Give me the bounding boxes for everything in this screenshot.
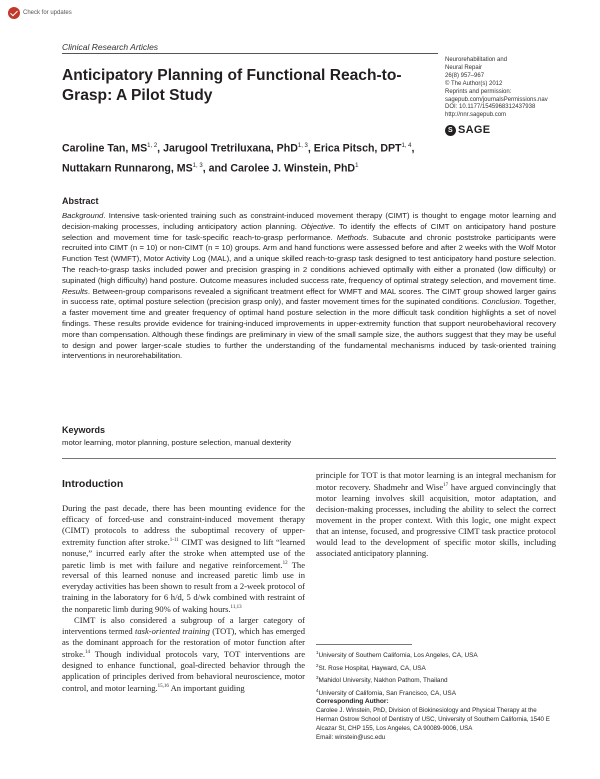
journal-name-line2: Neural Repair <box>445 64 483 71</box>
author-separator: , <box>411 142 415 155</box>
introduction-heading: Introduction <box>62 478 124 490</box>
affiliations-list <box>316 648 556 699</box>
citation-marker: 17 <box>443 482 449 488</box>
intro-paragraph-3 <box>316 470 556 558</box>
citation-marker: 14 <box>85 649 91 655</box>
keywords-rule <box>62 458 556 459</box>
emphasis-term: task-oriented training <box>134 626 210 637</box>
abstract-section-label: Conclusion <box>481 297 520 307</box>
abstract-body <box>62 211 556 362</box>
body-column-right <box>316 470 556 558</box>
affiliation-item <box>316 648 556 661</box>
keywords-heading: Keywords <box>62 425 106 435</box>
affiliation-text: University of Southern California, Los Angeles, CA, USA <box>318 652 478 660</box>
affiliation-number: 4 <box>316 688 319 694</box>
author-separator: , <box>157 142 164 155</box>
affiliation-item <box>316 661 556 674</box>
affiliation-text: St. Rose Hospital, Hayward, CA, USA <box>318 664 426 672</box>
author-name: Erica Pitsch, DPT <box>313 142 402 155</box>
corresponding-author <box>316 707 556 743</box>
author-affiliation-marker: 1 <box>355 162 359 169</box>
journal-copyright: © The Author(s) 2012 <box>445 80 503 87</box>
affiliation-item <box>316 686 556 699</box>
body-text: An important guiding <box>168 682 245 693</box>
citation-marker: 15,16 <box>157 683 169 689</box>
check-for-updates-badge[interactable] <box>8 7 72 19</box>
abstract-section-label: Methods <box>336 232 367 242</box>
journal-url[interactable]: http://nnr.sagepub.com <box>445 112 507 119</box>
corresponding-author-email[interactable]: Email: winstein@usc.edu <box>316 733 386 741</box>
affiliations-rule <box>316 644 412 645</box>
affiliation-text: Mahidol University, Nakhon Pathom, Thailand <box>318 677 448 685</box>
journal-doi[interactable]: DOI: 10.1177/1545968312437938 <box>445 104 536 111</box>
abstract-text: . Between-group comparisons revealed a significant treatment effect for WMFT and MAL scores. The CIMT group showed larger gains in success rate, optimal posture selection (precision grasp only), and faster movement times for the supinated conditions. <box>62 286 556 307</box>
author-name: Jarugool Tretriluxana, PhD <box>163 142 298 155</box>
citation-marker: 12 <box>282 560 288 566</box>
citation-marker: 1-11 <box>169 537 179 543</box>
author-name: Nuttakarn Runnarong, MS <box>62 162 193 175</box>
author-name: Carolee J. Winstein, PhD <box>230 162 356 175</box>
journal-volume: 26(8) 957–967 <box>445 72 485 79</box>
section-label: Clinical Research Articles <box>62 42 159 52</box>
publisher-name: SAGE <box>458 124 491 136</box>
author-affiliation-marker: 1, 2 <box>147 143 158 149</box>
author-affiliation-marker: 1, 3 <box>192 162 203 169</box>
corresponding-author-heading: Corresponding Author: <box>316 698 389 705</box>
affiliation-text: University of California, San Francisco, CA, USA <box>318 690 456 698</box>
check-updates-label: Check for updates <box>23 10 72 16</box>
journal-name: Neurorehabilitation and <box>445 57 508 63</box>
author-affiliation-marker: 1, 3 <box>297 143 308 149</box>
journal-reprints-url[interactable]: sagepub.com/journalsPermissions.nav <box>445 96 548 103</box>
sage-logo-icon: S <box>445 125 456 136</box>
body-text: have argued convincingly that motor learning involves skill acquisition, motor adaptation, and decision-making processes, including the ability to select the correct movement in the proper context. With this logic, one might expect that an intense, focused, and progressive CIMT task practice protocol would lead to the development of specific motor skills, including associated anticipatory planning. <box>316 481 556 558</box>
abstract-text: . Intensive task-oriented training such as constraint-induced movement therapy (CIMT) is thought to engage motor learning and decision-making processes, including anticipatory action planning. <box>62 211 556 231</box>
body-text: The reversal of this learned nonuse and increased paretic limb use in everyday activities has been shown to result from a 2-week protocol of training in the laboratory for 6 h/d, 5 d/wk combined with restraint of the nonparetic limb during 90% of waking hours. <box>62 559 305 615</box>
author-list <box>62 138 462 177</box>
abstract-section-label: Results <box>62 286 88 296</box>
body-text: During the past decade, there has been mounting evidence for the efficacy of forced-use and constraint-induced movement therapy (CIMT) protocols to address the suboptimal recovery of upper-extremity function after stroke. <box>62 503 305 547</box>
body-text: (TOT), which has emerged as the dominant approach for the restoration of motor function after stroke. <box>62 626 305 659</box>
affiliation-number: 3 <box>316 675 319 681</box>
abstract-text: . Together, a faster movement time and greater frequency of optimal hand posture selection in the more difficult task condition highlights a set of novel findings. These results provide evidence for training-induced improvements in upper-extremity function that support neurobehavioral recovery more than compensation. Although these findings are preliminary in view of the small sample size, the authors suggest that they may be useful to design and power larger-scale studies to further the understanding of the fundamental mechanisms induced by task-oriented training interventions in neurorehabilitation. <box>62 297 556 361</box>
check-updates-icon <box>8 7 20 19</box>
intro-paragraph-2 <box>62 615 305 693</box>
intro-paragraph-1 <box>62 503 305 615</box>
journal-info <box>445 57 595 120</box>
header-rule <box>62 53 438 54</box>
affiliation-number: 2 <box>316 662 319 668</box>
article-title: Anticipatory Planning of Functional Reach-to-Grasp: A Pilot Study <box>62 67 402 104</box>
abstract-text: . Subacute and chronic poststroke participants were recruited into CIMT (n = 10) or non-CIMT (n = 10) groups. Arm and hand functions were assessed before and after 2 weeks with the Wolf Motor Function Test (WMFT), Motor Activity Log (MAL), and a unique skilled reach-to-grasp task designed to test anticipatory hand posture selection. The reach-to-grasp tasks included power and precision grasping in 2 conditions achieved optimally with either a pronated (low difficulty) or supinated (high difficulty) hand posture. Outcome measures included success rate, frequency of optimal strategy selection, and movement time. <box>62 232 556 285</box>
author-affiliation-marker: 1, 4 <box>401 143 412 149</box>
author-separator: , and <box>202 162 231 175</box>
author-name: Caroline Tan, MS <box>62 142 148 155</box>
journal-reprints: Reprints and permission: <box>445 88 512 95</box>
citation-marker: 11,13 <box>230 605 242 611</box>
affiliation-number: 1 <box>316 650 319 655</box>
body-text: CIMT was designed to lift “learned nonuse,” incurred early after the stroke when attempted use of the paretic limb is met with failure and negative reinforcement. <box>62 536 305 570</box>
affiliation-item <box>316 673 556 686</box>
body-text: Though individual protocols vary, TOT interventions are designed to enhance functional, goal-directed behavior through the application of principles derived from behavioral neuroscience, motor control, and motor learning. <box>62 648 305 693</box>
abstract-section-label: Background <box>62 211 104 220</box>
keywords-text: motor learning, motor planning, posture selection, manual dexterity <box>62 438 292 447</box>
abstract-text: . To identify the effects of CIMT on anticipatory hand posture selection and movement time for task-specific reach-to-grasp performance. <box>62 221 556 242</box>
author-separator: , <box>307 142 314 155</box>
publisher-logo <box>445 124 490 136</box>
corresponding-author-details: Carolee J. Winstein, PhD, Division of Biokinesiology and Physical Therapy at the Herman Ostrow School of Dentistry of USC, University of Southern California, 1540 E Alcazar St, CHP 155, Los Angeles, CA 90089-9006, USA <box>316 707 550 732</box>
body-column-left <box>62 503 305 693</box>
body-text: principle for TOT is that motor learning is an integral mechanism for motor recovery. Shadmehr and Wise <box>316 470 556 492</box>
abstract-heading: Abstract <box>62 196 99 206</box>
abstract-section-label: Objective <box>300 221 334 231</box>
body-text: CIMT is also considered a subgroup of a larger category of interventions termed <box>62 615 305 637</box>
